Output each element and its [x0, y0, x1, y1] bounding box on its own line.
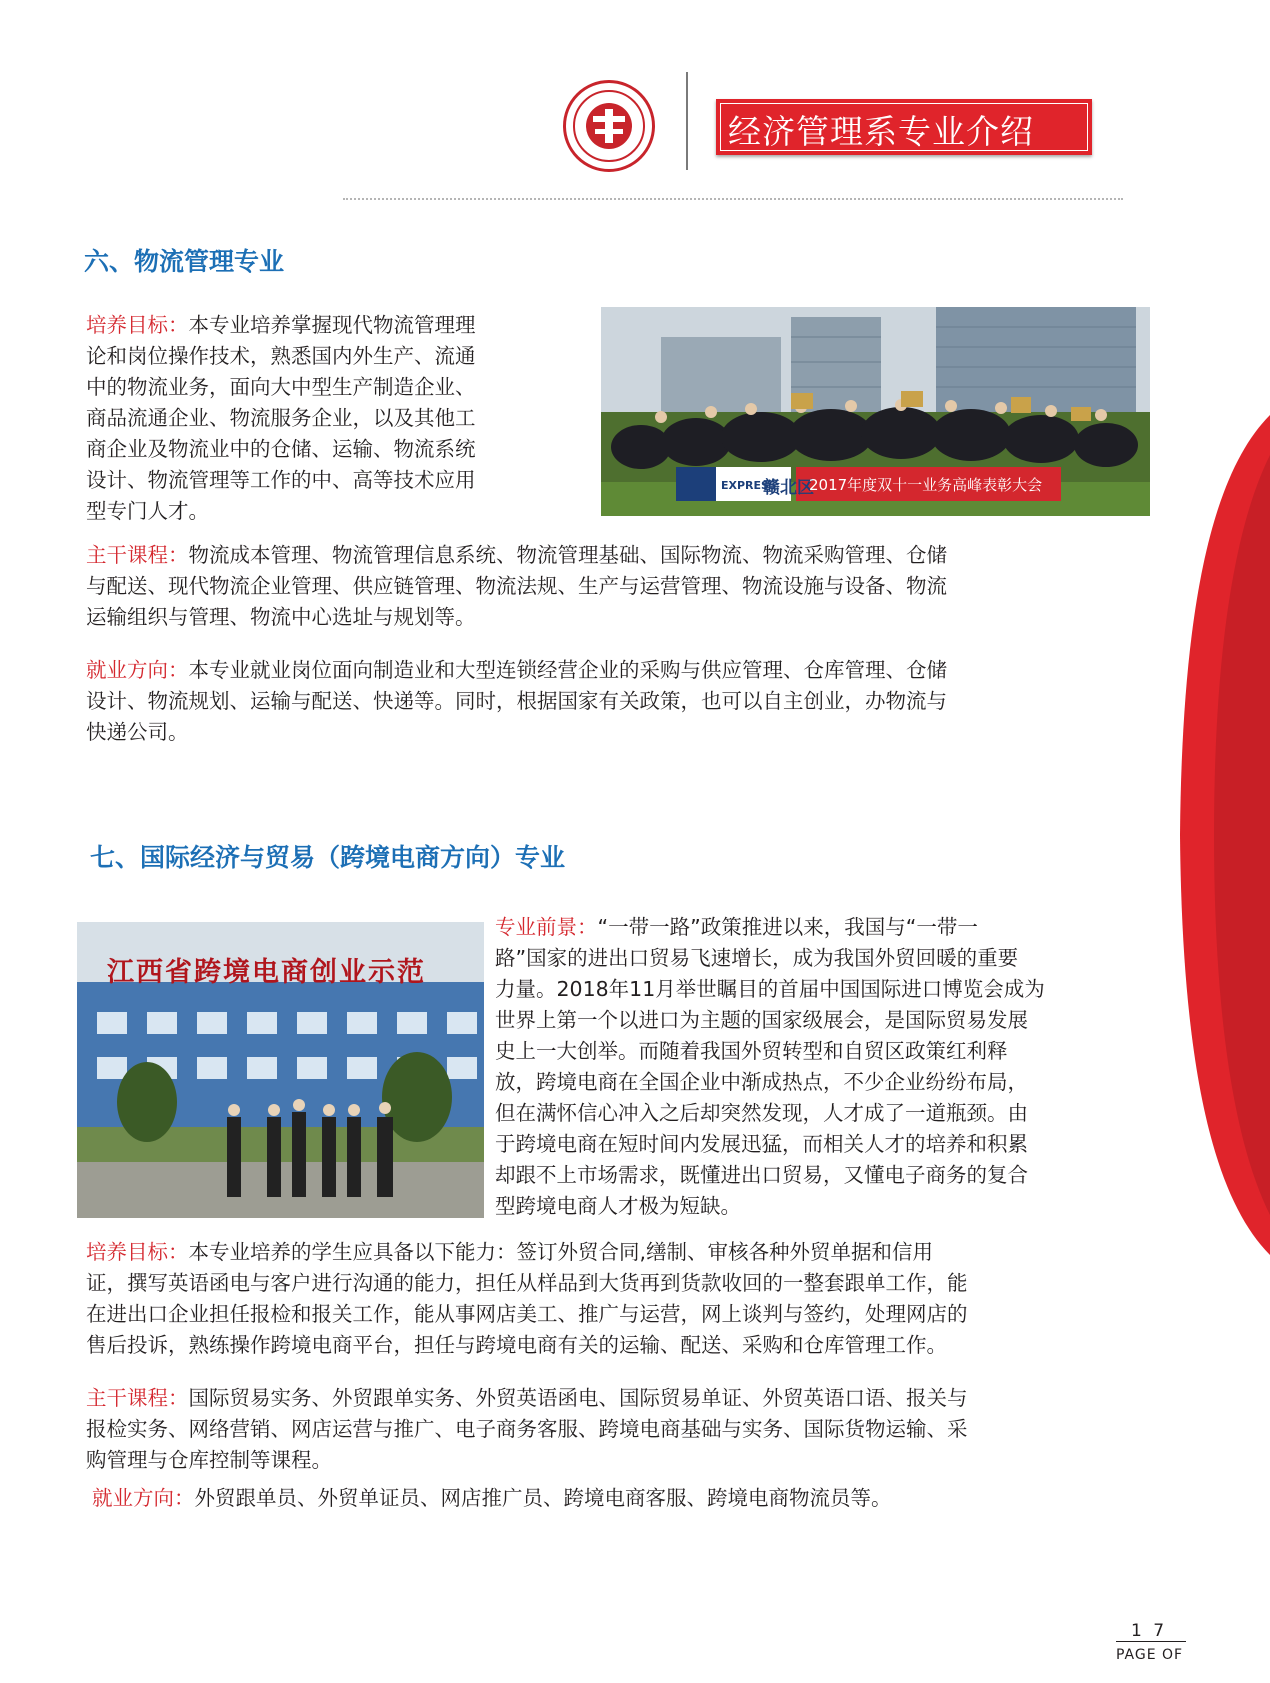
logo-mark-bar	[593, 116, 625, 122]
text-line: 与配送、现代物流企业管理、供应链管理、物流法规、生产与运营管理、物流设施与设备、物流	[86, 574, 947, 598]
text-line: 力量。2018年11月举世瞩目的首届中国国际进口博览会成为	[495, 977, 1045, 1001]
logistics-courses	[86, 540, 1156, 633]
text-line: 就业方向：本专业就业岗位面向制造业和大型连锁经营企业的采购与供应管理、仓库管理、仓储	[86, 658, 947, 682]
text-line: 设计、物流管理等工作的中、高等技术应用	[86, 468, 476, 492]
text-line: 放，跨境电商在全国企业中渐成热点，不少企业纷纷布局，	[495, 1070, 1028, 1094]
text-line: 专业前景：“一带一路”政策推进以来，我国与“一带一	[495, 915, 978, 939]
photo-banner-brand: EXPRESS	[721, 479, 777, 492]
text-line: 路”国家的进出口贸易飞速增长，成为我国外贸回暖的重要	[495, 946, 1019, 970]
courses-label: 主干课程：	[86, 1386, 189, 1410]
logistics-award-photo	[601, 307, 1150, 516]
text-line: 却跟不上市场需求，既懂进出口贸易，又懂电子商务的复合	[495, 1163, 1028, 1187]
text-line: 就业方向：外贸跟单员、外贸单证员、网店推广员、跨境电商客服、跨境电商物流员等。	[92, 1486, 892, 1510]
prospect-label: 专业前景：	[495, 915, 598, 939]
text-line: 证，撰写英语函电与客户进行沟通的能力，担任从样品到大货再到货款收回的一整套跟单工作，能	[86, 1271, 968, 1295]
text-line: 设计、物流规划、运输与配送、快递等。同时，根据国家有关政策，也可以自主创业，办物流与	[86, 689, 947, 713]
dotted-separator	[343, 198, 1123, 200]
trade-prospect	[495, 912, 1160, 1222]
jobs-label: 就业方向：	[92, 1486, 195, 1510]
trade-jobs	[92, 1483, 1162, 1514]
section-heading-logistics: 六、物流管理专业	[84, 247, 285, 276]
trade-courses	[86, 1383, 1156, 1476]
text-line: 培养目标：本专业培养的学生应具备以下能力：签订外贸合同,缮制、审核各种外贸单据和信用	[86, 1240, 934, 1264]
jobs-label: 就业方向：	[86, 658, 189, 682]
text-line: 但在满怀信心冲入之后却突然发现，人才成了一道瓶颈。由	[495, 1101, 1028, 1125]
section-heading-trade: 七、国际经济与贸易（跨境电商方向）专业	[90, 843, 566, 872]
text-line: 快递公司。	[86, 720, 189, 744]
header-divider	[686, 72, 688, 170]
logo-mark	[605, 109, 613, 143]
cross-border-center-photo	[77, 922, 484, 1218]
text-line: 培养目标：本专业培养掌握现代物流管理理	[86, 313, 476, 337]
photo-banner-area: 赣北区	[763, 478, 814, 498]
logistics-jobs	[86, 655, 1156, 748]
text-line: 商企业及物流业中的仓储、运输、物流系统	[86, 437, 476, 461]
decorative-ribbon	[1180, 415, 1270, 1255]
courses-label: 主干课程：	[86, 543, 189, 567]
text-line: 报检实务、网络营销、网店运营与推广、电子商务客服、跨境电商基础与实务、国际货物运输、采	[86, 1417, 968, 1441]
logo-mark-bar-lower	[595, 129, 623, 134]
text-line: 型专门人才。	[86, 499, 209, 523]
text-line: 主干课程：物流成本管理、物流管理信息系统、物流管理基础、国际物流、物流采购管理、仓储	[86, 543, 947, 567]
building-sign: 江西省跨境电商创业示范	[107, 957, 426, 988]
text-line: 于跨境电商在短时间内发展迅猛，而相关人才的培养和积累	[495, 1132, 1028, 1156]
photo-banner-text: 2017年度双十一业务高峰表彰大会	[809, 476, 1043, 494]
college-logo	[563, 80, 655, 172]
logistics-goal	[86, 310, 586, 527]
page-label: PAGE OF	[1116, 1647, 1184, 1663]
text-line: 商品流通企业、物流服务企业，以及其他工	[86, 406, 476, 430]
banner-title: 经济管理系专业介绍	[728, 112, 1034, 151]
text-line: 售后投诉，熟练操作跨境电商平台，担任与跨境电商有关的运输、配送、采购和仓库管理工作。	[86, 1333, 947, 1357]
text-line: 型跨境电商人才极为短缺。	[495, 1194, 741, 1218]
text-line: 主干课程：国际贸易实务、外贸跟单实务、外贸英语函电、国际贸易单证、外贸英语口语、报关与	[86, 1386, 968, 1410]
text-line: 史上一大创举。而随着我国外贸转型和自贸区政策红利释	[495, 1039, 1008, 1063]
text-line: 在进出口企业担任报检和报关工作，能从事网店美工、推广与运营，网上谈判与签约，处理网店的	[86, 1302, 968, 1326]
goal-label: 培养目标：	[86, 1240, 189, 1264]
text-line: 运输组织与管理、物流中心选址与规划等。	[86, 605, 476, 629]
text-line: 世界上第一个以进口为主题的国家级展会，是国际贸易发展	[495, 1008, 1028, 1032]
text-line: 中的物流业务，面向大中型生产制造企业、	[86, 375, 476, 399]
text-line: 论和岗位操作技术，熟悉国内外生产、流通	[86, 344, 476, 368]
goal-label: 培养目标：	[86, 313, 189, 337]
title-banner	[716, 99, 1092, 155]
text-line: 购管理与仓库控制等课程。	[86, 1448, 332, 1472]
page-number: 1 7	[1131, 1621, 1168, 1641]
trade-goal	[86, 1237, 1156, 1361]
page-number-rule	[1116, 1641, 1186, 1642]
